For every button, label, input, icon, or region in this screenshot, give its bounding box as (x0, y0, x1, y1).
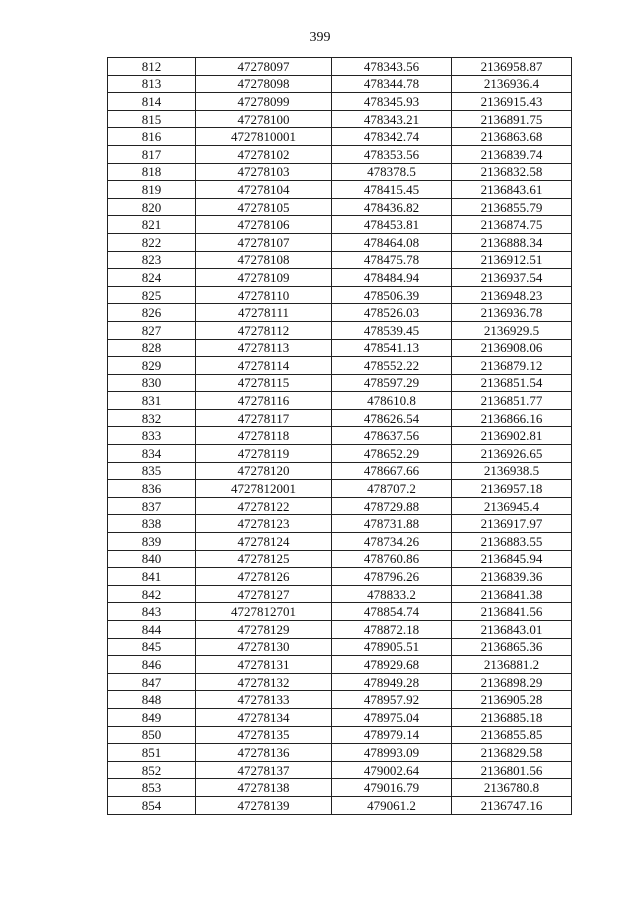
point-id-cell: 47278132 (196, 673, 332, 691)
table-row (108, 58, 572, 76)
point-id-cell: 47278102 (196, 145, 332, 163)
y-coordinate-cell: 2136945.4 (452, 497, 572, 515)
y-coordinate-cell: 2136832.58 (452, 163, 572, 181)
table-row (108, 93, 572, 111)
x-coordinate-cell: 478343.21 (332, 110, 452, 128)
x-coordinate-cell: 478929.68 (332, 656, 452, 674)
point-number-cell: 831 (108, 392, 196, 410)
y-coordinate-cell: 2136936.78 (452, 304, 572, 322)
point-number-cell: 837 (108, 497, 196, 515)
point-number-cell: 841 (108, 568, 196, 586)
y-coordinate-cell: 2136855.85 (452, 726, 572, 744)
y-coordinate-cell: 2136915.43 (452, 93, 572, 111)
point-number-cell: 832 (108, 409, 196, 427)
y-coordinate-cell: 2136948.23 (452, 286, 572, 304)
point-id-cell: 47278115 (196, 374, 332, 392)
y-coordinate-cell: 2136839.36 (452, 568, 572, 586)
point-number-cell: 836 (108, 480, 196, 498)
y-coordinate-cell: 2136898.29 (452, 673, 572, 691)
point-id-cell: 47278131 (196, 656, 332, 674)
x-coordinate-cell: 478872.18 (332, 621, 452, 639)
y-coordinate-cell: 2136957.18 (452, 480, 572, 498)
y-coordinate-cell: 2136926.65 (452, 445, 572, 463)
x-coordinate-cell: 478626.54 (332, 409, 452, 427)
x-coordinate-cell: 478342.74 (332, 128, 452, 146)
x-coordinate-cell: 478597.29 (332, 374, 452, 392)
point-number-cell: 840 (108, 550, 196, 568)
point-id-cell: 47278133 (196, 691, 332, 709)
point-number-cell: 818 (108, 163, 196, 181)
point-number-cell: 834 (108, 445, 196, 463)
point-id-cell: 47278137 (196, 761, 332, 779)
x-coordinate-cell: 478541.13 (332, 339, 452, 357)
y-coordinate-cell: 2136801.56 (452, 761, 572, 779)
x-coordinate-cell: 478957.92 (332, 691, 452, 709)
x-coordinate-cell: 478526.03 (332, 304, 452, 322)
table-row (108, 321, 572, 339)
table-row (108, 761, 572, 779)
x-coordinate-cell: 478415.45 (332, 181, 452, 199)
table-row (108, 198, 572, 216)
point-number-cell: 848 (108, 691, 196, 709)
table-row (108, 708, 572, 726)
x-coordinate-cell: 478833.2 (332, 585, 452, 603)
point-id-cell: 47278113 (196, 339, 332, 357)
point-id-cell: 47278098 (196, 75, 332, 93)
point-number-cell: 844 (108, 621, 196, 639)
table-row (108, 251, 572, 269)
table-row (108, 128, 572, 146)
point-number-cell: 826 (108, 304, 196, 322)
point-number-cell: 820 (108, 198, 196, 216)
x-coordinate-cell: 479002.64 (332, 761, 452, 779)
x-coordinate-cell: 478652.29 (332, 445, 452, 463)
point-number-cell: 823 (108, 251, 196, 269)
point-number-cell: 829 (108, 357, 196, 375)
table-row (108, 726, 572, 744)
point-id-cell: 47278135 (196, 726, 332, 744)
y-coordinate-cell: 2136958.87 (452, 58, 572, 76)
y-coordinate-cell: 2136891.75 (452, 110, 572, 128)
point-id-cell: 47278112 (196, 321, 332, 339)
point-id-cell: 47278130 (196, 638, 332, 656)
table-row (108, 462, 572, 480)
y-coordinate-cell: 2136883.55 (452, 533, 572, 551)
y-coordinate-cell: 2136905.28 (452, 691, 572, 709)
x-coordinate-cell: 478484.94 (332, 269, 452, 287)
coordinates-table (107, 57, 572, 815)
y-coordinate-cell: 2136938.5 (452, 462, 572, 480)
point-number-cell: 822 (108, 233, 196, 251)
x-coordinate-cell: 478854.74 (332, 603, 452, 621)
point-number-cell: 828 (108, 339, 196, 357)
table-row (108, 550, 572, 568)
point-id-cell: 47278100 (196, 110, 332, 128)
point-id-cell: 47278108 (196, 251, 332, 269)
x-coordinate-cell: 478506.39 (332, 286, 452, 304)
point-number-cell: 843 (108, 603, 196, 621)
x-coordinate-cell: 478475.78 (332, 251, 452, 269)
point-number-cell: 825 (108, 286, 196, 304)
point-number-cell: 824 (108, 269, 196, 287)
point-id-cell: 47278105 (196, 198, 332, 216)
y-coordinate-cell: 2136902.81 (452, 427, 572, 445)
table-row (108, 392, 572, 410)
table-row (108, 357, 572, 375)
x-coordinate-cell: 478552.22 (332, 357, 452, 375)
point-number-cell: 851 (108, 744, 196, 762)
y-coordinate-cell: 2136845.94 (452, 550, 572, 568)
table-row (108, 480, 572, 498)
x-coordinate-cell: 478436.82 (332, 198, 452, 216)
point-number-cell: 812 (108, 58, 196, 76)
x-coordinate-cell: 478539.45 (332, 321, 452, 339)
table-row (108, 163, 572, 181)
table-row (108, 515, 572, 533)
point-id-cell: 47278125 (196, 550, 332, 568)
page-number: 399 (309, 30, 331, 45)
table-row (108, 568, 572, 586)
y-coordinate-cell: 2136929.5 (452, 321, 572, 339)
point-number-cell: 842 (108, 585, 196, 603)
x-coordinate-cell: 478796.26 (332, 568, 452, 586)
point-id-cell: 47278106 (196, 216, 332, 234)
x-coordinate-cell: 478353.56 (332, 145, 452, 163)
point-id-cell: 47278114 (196, 357, 332, 375)
x-coordinate-cell: 478453.81 (332, 216, 452, 234)
table-row (108, 603, 572, 621)
x-coordinate-cell: 478667.66 (332, 462, 452, 480)
x-coordinate-cell: 478464.08 (332, 233, 452, 251)
point-id-cell: 47278097 (196, 58, 332, 76)
table-row (108, 691, 572, 709)
y-coordinate-cell: 2136874.75 (452, 216, 572, 234)
point-number-cell: 852 (108, 761, 196, 779)
table-row (108, 744, 572, 762)
point-id-cell: 47278138 (196, 779, 332, 797)
table-row (108, 779, 572, 797)
y-coordinate-cell: 2136841.38 (452, 585, 572, 603)
point-id-cell: 4727812701 (196, 603, 332, 621)
point-number-cell: 813 (108, 75, 196, 93)
y-coordinate-cell: 2136780.8 (452, 779, 572, 797)
y-coordinate-cell: 2136865.36 (452, 638, 572, 656)
y-coordinate-cell: 2136839.74 (452, 145, 572, 163)
y-coordinate-cell: 2136879.12 (452, 357, 572, 375)
point-number-cell: 838 (108, 515, 196, 533)
x-coordinate-cell: 478949.28 (332, 673, 452, 691)
table-row (108, 75, 572, 93)
x-coordinate-cell: 478345.93 (332, 93, 452, 111)
point-id-cell: 47278117 (196, 409, 332, 427)
y-coordinate-cell: 2136885.18 (452, 708, 572, 726)
point-number-cell: 833 (108, 427, 196, 445)
point-number-cell: 835 (108, 462, 196, 480)
point-number-cell: 817 (108, 145, 196, 163)
point-id-cell: 47278120 (196, 462, 332, 480)
x-coordinate-cell: 478760.86 (332, 550, 452, 568)
point-id-cell: 47278127 (196, 585, 332, 603)
table-row (108, 286, 572, 304)
point-id-cell: 47278124 (196, 533, 332, 551)
table-row (108, 145, 572, 163)
table-row (108, 110, 572, 128)
x-coordinate-cell: 478975.04 (332, 708, 452, 726)
x-coordinate-cell: 478707.2 (332, 480, 452, 498)
table-row (108, 374, 572, 392)
point-id-cell: 47278118 (196, 427, 332, 445)
table-row (108, 621, 572, 639)
x-coordinate-cell: 478344.78 (332, 75, 452, 93)
point-number-cell: 847 (108, 673, 196, 691)
x-coordinate-cell: 478979.14 (332, 726, 452, 744)
point-id-cell: 47278139 (196, 796, 332, 814)
point-number-cell: 846 (108, 656, 196, 674)
y-coordinate-cell: 2136881.2 (452, 656, 572, 674)
point-number-cell: 830 (108, 374, 196, 392)
x-coordinate-cell: 478610.8 (332, 392, 452, 410)
table-row (108, 656, 572, 674)
point-number-cell: 819 (108, 181, 196, 199)
point-number-cell: 853 (108, 779, 196, 797)
coordinates-table-body (108, 58, 572, 815)
y-coordinate-cell: 2136747.16 (452, 796, 572, 814)
table-row (108, 445, 572, 463)
y-coordinate-cell: 2136936.4 (452, 75, 572, 93)
table-row (108, 181, 572, 199)
point-number-cell: 845 (108, 638, 196, 656)
point-id-cell: 47278134 (196, 708, 332, 726)
point-number-cell: 815 (108, 110, 196, 128)
point-number-cell: 839 (108, 533, 196, 551)
y-coordinate-cell: 2136843.01 (452, 621, 572, 639)
table-row (108, 673, 572, 691)
y-coordinate-cell: 2136843.61 (452, 181, 572, 199)
table-row (108, 796, 572, 814)
point-id-cell: 47278129 (196, 621, 332, 639)
table-row (108, 409, 572, 427)
point-id-cell: 47278136 (196, 744, 332, 762)
point-id-cell: 4727810001 (196, 128, 332, 146)
point-number-cell: 814 (108, 93, 196, 111)
y-coordinate-cell: 2136888.34 (452, 233, 572, 251)
y-coordinate-cell: 2136908.06 (452, 339, 572, 357)
point-number-cell: 850 (108, 726, 196, 744)
table-row (108, 233, 572, 251)
x-coordinate-cell: 479016.79 (332, 779, 452, 797)
point-id-cell: 47278107 (196, 233, 332, 251)
x-coordinate-cell: 478905.51 (332, 638, 452, 656)
point-number-cell: 816 (108, 128, 196, 146)
point-id-cell: 47278126 (196, 568, 332, 586)
point-id-cell: 47278110 (196, 286, 332, 304)
point-number-cell: 827 (108, 321, 196, 339)
point-number-cell: 854 (108, 796, 196, 814)
y-coordinate-cell: 2136855.79 (452, 198, 572, 216)
point-id-cell: 47278109 (196, 269, 332, 287)
point-id-cell: 47278122 (196, 497, 332, 515)
table-row (108, 497, 572, 515)
x-coordinate-cell: 478378.5 (332, 163, 452, 181)
y-coordinate-cell: 2136912.51 (452, 251, 572, 269)
x-coordinate-cell: 478637.56 (332, 427, 452, 445)
table-row (108, 216, 572, 234)
y-coordinate-cell: 2136866.16 (452, 409, 572, 427)
y-coordinate-cell: 2136829.58 (452, 744, 572, 762)
table-row (108, 269, 572, 287)
x-coordinate-cell: 479061.2 (332, 796, 452, 814)
point-id-cell: 47278111 (196, 304, 332, 322)
point-id-cell: 47278119 (196, 445, 332, 463)
x-coordinate-cell: 478343.56 (332, 58, 452, 76)
y-coordinate-cell: 2136851.54 (452, 374, 572, 392)
point-id-cell: 47278099 (196, 93, 332, 111)
table-row (108, 638, 572, 656)
point-id-cell: 47278123 (196, 515, 332, 533)
table-row (108, 427, 572, 445)
table-row (108, 533, 572, 551)
table-row (108, 304, 572, 322)
x-coordinate-cell: 478993.09 (332, 744, 452, 762)
x-coordinate-cell: 478729.88 (332, 497, 452, 515)
y-coordinate-cell: 2136937.54 (452, 269, 572, 287)
x-coordinate-cell: 478731.88 (332, 515, 452, 533)
point-id-cell: 47278103 (196, 163, 332, 181)
table-row (108, 585, 572, 603)
y-coordinate-cell: 2136863.68 (452, 128, 572, 146)
point-number-cell: 849 (108, 708, 196, 726)
y-coordinate-cell: 2136851.77 (452, 392, 572, 410)
y-coordinate-cell: 2136917.97 (452, 515, 572, 533)
table-row (108, 339, 572, 357)
point-id-cell: 47278116 (196, 392, 332, 410)
point-number-cell: 821 (108, 216, 196, 234)
point-id-cell: 4727812001 (196, 480, 332, 498)
y-coordinate-cell: 2136841.56 (452, 603, 572, 621)
x-coordinate-cell: 478734.26 (332, 533, 452, 551)
point-id-cell: 47278104 (196, 181, 332, 199)
